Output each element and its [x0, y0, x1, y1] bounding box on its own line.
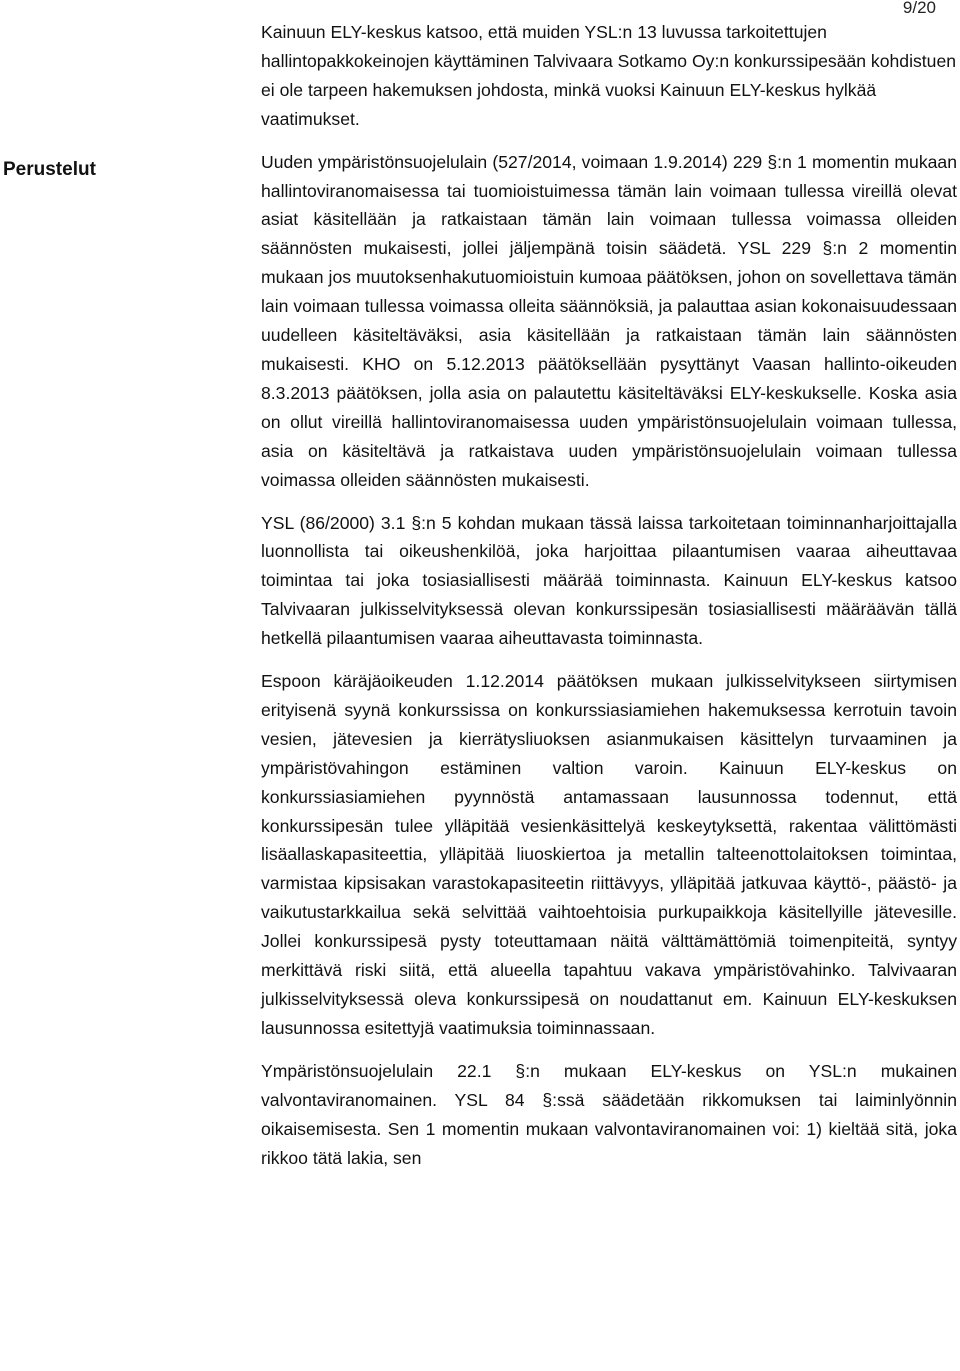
paragraph-court-decision: Espoon käräjäoikeuden 1.12.2014 päätöksen mukaan julkisselvitykseen siirtymisen erityisenä syynä konkurssissa on konkurssiasiamiehen hakemuksessa kerrotuin tavoin vesien, jätevesien ja kierrätysliuoksen asianmukaisen käsittelyn turvaaminen ja ympäristövahingon estäminen valtion varoin. Kainuun ELY-keskus on konkurssiasiamiehen pyynnöstä antamassaan lausunnossa todennut, että konkurssipesän tulee ylläpitää vesienkäsittelyä keskeytyksettä, rakentaa välittömästi lisäallaskapasiteettia, ylläpitää liuoskiertoa ja metallin talteenottolaitoksen toimintaa, varmistaa kipsisakan varastokapasiteetin riittävyys, ylläpitää jatkuvaa käyttö-, päästö- ja vaikutustarkkailua sekä selvittää vaihtoehtoisia purkupaikkoja käsitellyille jätevesille. Jollei konkurssipesä pysty toteuttamaan näitä välttämättömiä toimenpiteitä, syntyy merkittävä riski siitä, että alueella tapahtuu vakava ympäristövahinko. Talvivaaran julkisselvityksessä oleva konkurssipesä on noudattanut em. Kainuun ELY-keskuksen lausunnossa esitettyjä vaatimuksia toiminnassaan. [261, 671, 957, 1038]
paragraph-gap [261, 1043, 957, 1057]
section-label-perustelut: Perustelut [3, 159, 96, 180]
paragraph-gap [261, 495, 957, 509]
paragraph-supervisory-authority: Ympäristönsuojelulain 22.1 §:n mukaan ELY-keskus on YSL:n mukainen valvontaviranomainen. YSL 84 §:ssä säädetään rikkomuksen tai laiminlyönnin oikaisemisesta. Sen 1 momentin mukaan valvontaviranomainen voi: 1) kieltää sitä, joka rikkoo tätä lakia, sen [261, 1060, 957, 1168]
page-number: 9/20 [902, 0, 936, 17]
paragraph-conclusion: Kainuun ELY-keskus katsoo, että muiden YSL:n 13 luvussa tarkoitettujen hallintopakkokeinojen käyttäminen Talvivaara Sotkamo Oy:n konkurssipesään kohdistuen ei ole tarpeen hakemuksen johdosta, minkä vuoksi Kainuun ELY-keskus hylkää vaatimukset. [261, 22, 957, 129]
paragraph-transition-rules: Uuden ympäristönsuojelulain (527/2014, voimaan 1.9.2014) 229 §:n 1 momentin mukaan hallintoviranomaisessa tai tuomioistuimessa tämän lain voimaan tullessa vireillä olevat asiat käsitellään ja ratkaistaan tämän lain voimaan tullessa voimassa olleiden säännösten mukaisesti, jollei jäljempänä toisin säädetä. YSL 229 §:n 2 momentin mukaan jos muutoksenhakutuomioistuin kumoaa päätöksen, johon on sovellettava tämän lain voimaan tullessa voimassa olleita säännöksiä, ja palauttaa asian kokonaisuudessaan uudelleen käsiteltäväksi, asia käsitellään ja ratkaistaan tämän lain säännösten mukaisesti. KHO on 5.12.2013 päätöksellään pysyttänyt Vaasan hallinto-oikeuden 8.3.2013 päätöksen, jolla asia on palautettu käsiteltäväksi ELY-keskukselle. Koska asia on ollut vireillä hallintoviranomaisessa uuden ympäristönsuojelulain voimaan tullessa, asia on käsiteltävä ja ratkaistava uuden ympäristönsuojelulain voimaan tullessa voimassa olleiden säännösten mukaisesti. [261, 151, 957, 490]
document-body [261, 18, 957, 1172]
paragraph-operator-definition: YSL (86/2000) 3.1 §:n 5 kohdan mukaan tässä laissa tarkoitetaan toiminnanharjoittajalla luonnollista tai oikeushenkilöä, joka harjoittaa pilaantumisen vaaraa aiheuttavaa toimintaa tai joka tosiasiallisesti määrää toiminnasta. Kainuun ELY-keskus katsoo Talvivaaran julkisselvityksessä olevan konkurssipesän tosiasiallisesti määräävän tällä hetkellä pilaantumisen vaaraa aiheuttavasta toiminnasta. [261, 512, 957, 649]
paragraph-gap [261, 134, 957, 148]
paragraph-gap [261, 653, 957, 667]
